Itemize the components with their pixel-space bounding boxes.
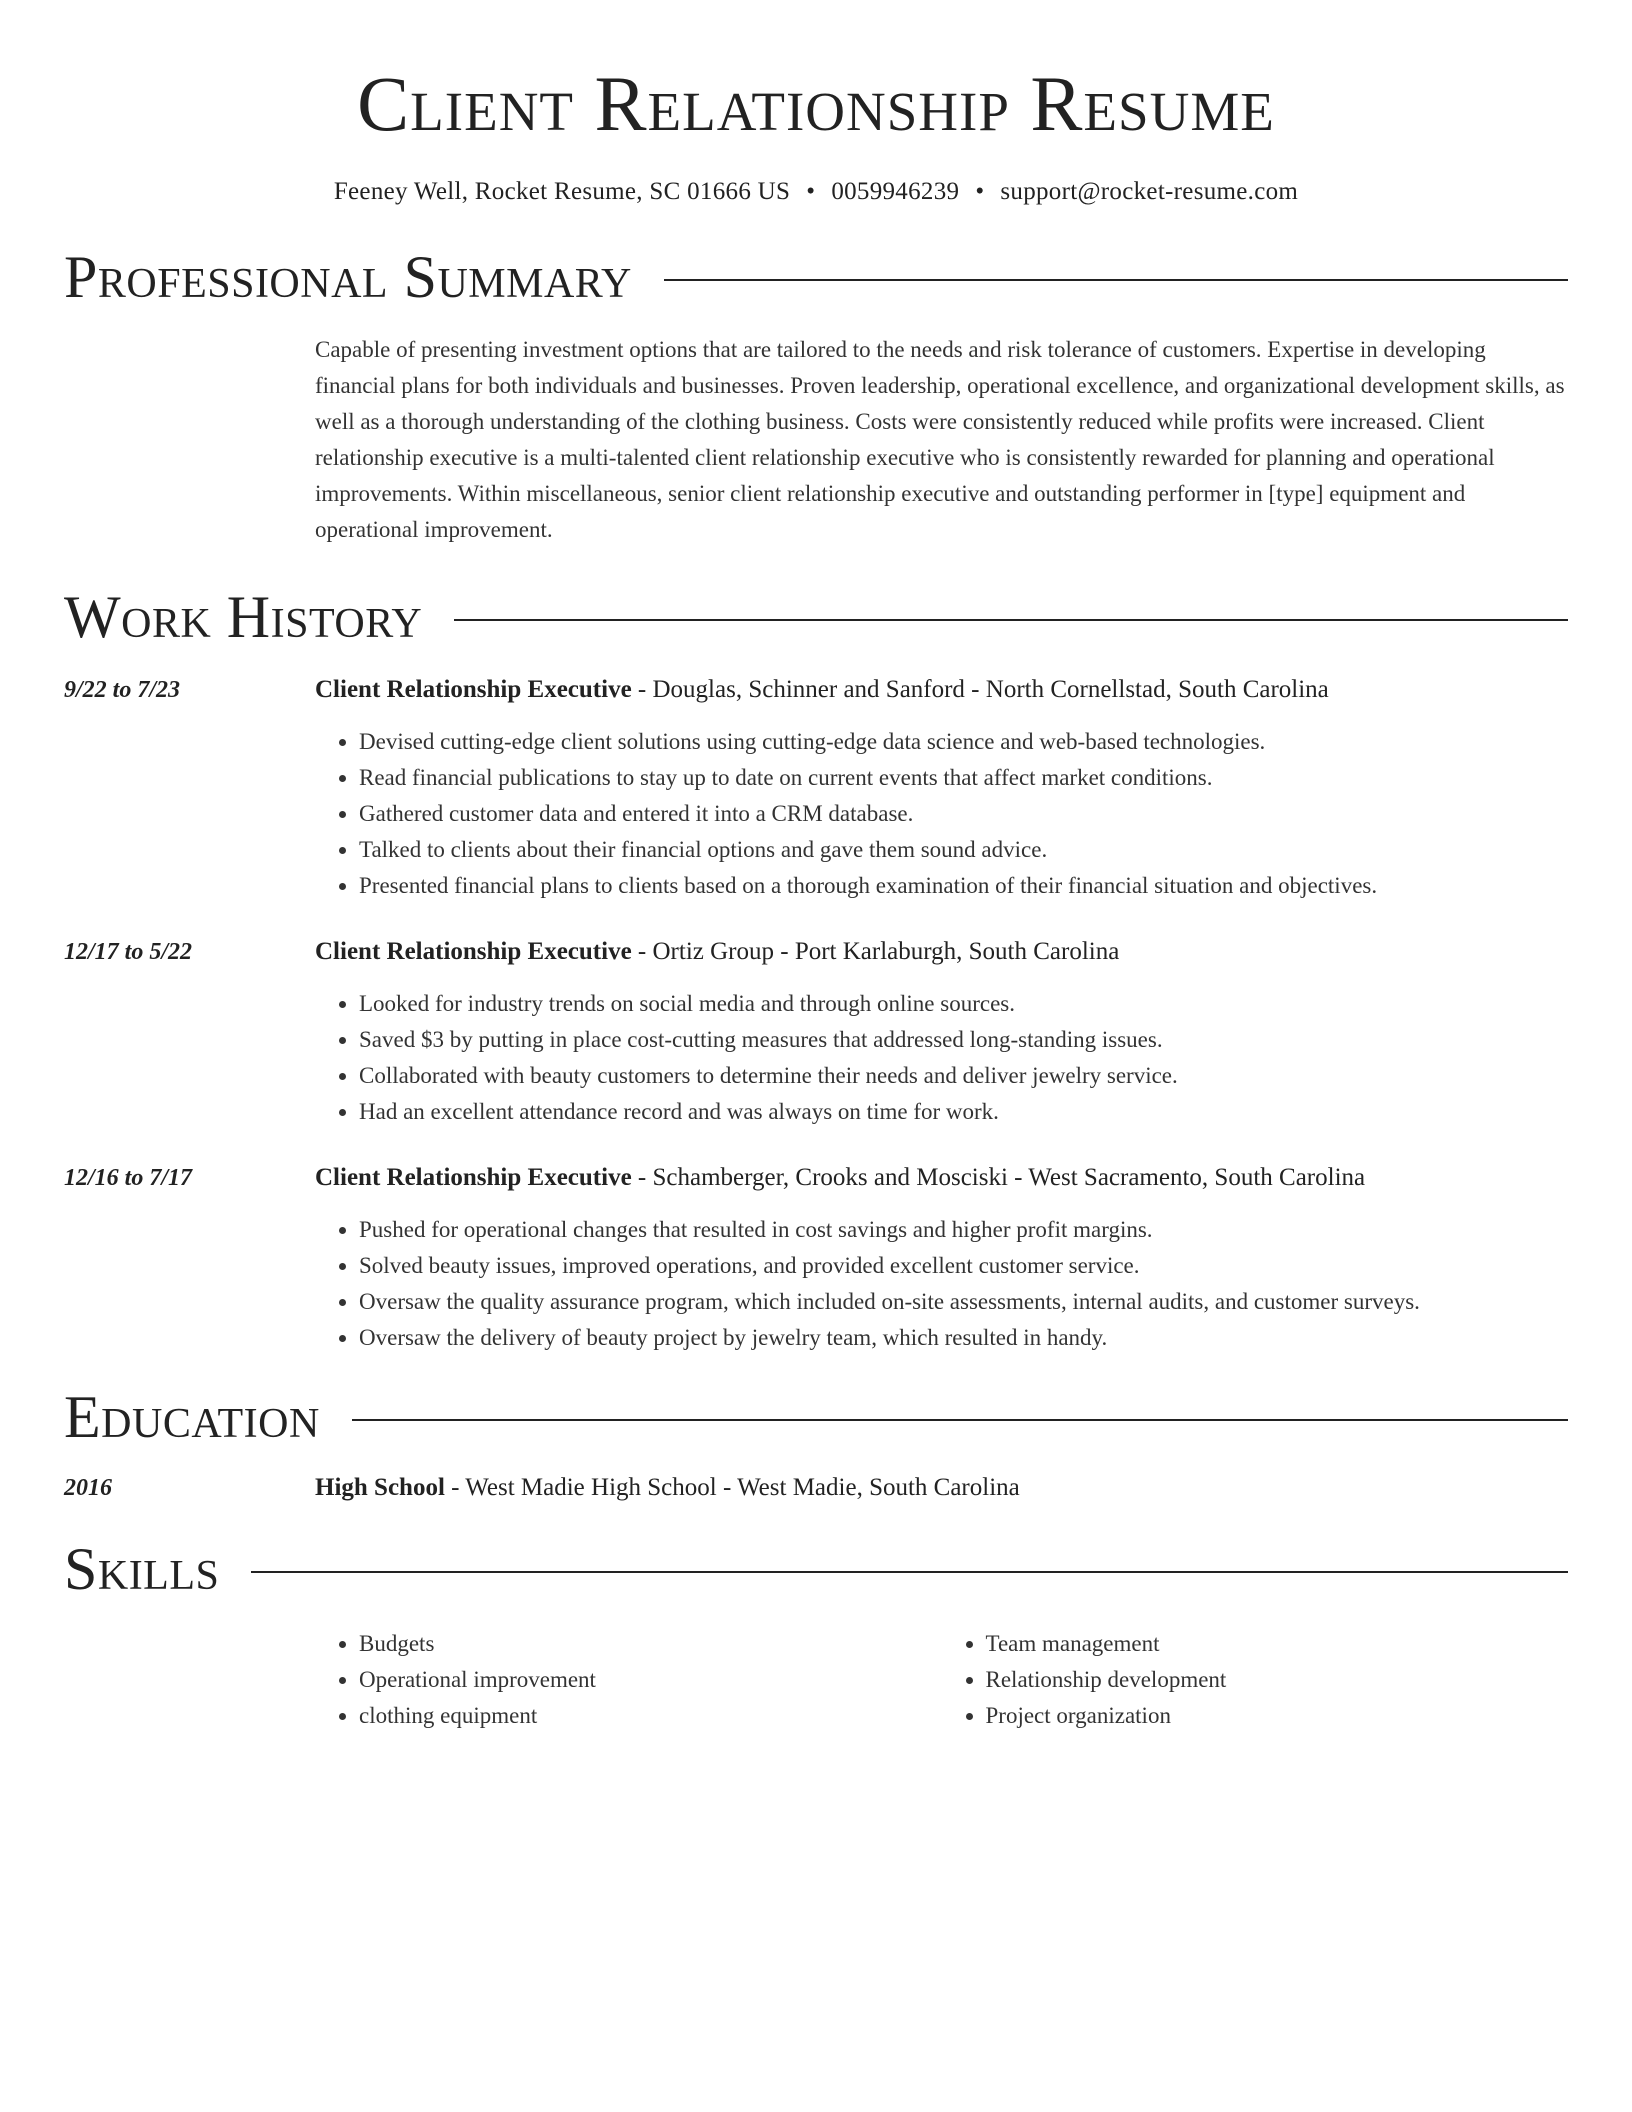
section-divider — [251, 1571, 1568, 1573]
skill-item: • Operational improvement — [359, 1662, 942, 1698]
job-bullet: • Pushed for operational changes that resulted in cost savings and higher profit margins. — [359, 1212, 1568, 1248]
resume-title: Client Relationship Resume — [357, 60, 1275, 147]
job-body — [315, 1160, 1568, 1356]
job-dates: 12/17 to 5/22 — [64, 939, 193, 965]
section-divider — [454, 619, 1568, 621]
job-body — [315, 934, 1568, 1130]
skill-item: • Budgets — [359, 1626, 942, 1662]
job-bullet: • Talked to clients about their financial options and gave them sound advice. — [359, 832, 1568, 868]
skills-column-right — [942, 1626, 1569, 1734]
skills-column-left — [315, 1626, 942, 1734]
job-heading — [315, 672, 1568, 708]
education-year: 2016 — [64, 1475, 112, 1501]
skills-list — [315, 1626, 1568, 1734]
education-entry — [64, 1470, 1568, 1506]
job-bullet: • Looked for industry trends on social media and through online sources. — [359, 986, 1568, 1022]
job-title: Client Relationship Executive — [315, 1164, 632, 1191]
job-heading — [315, 1160, 1568, 1196]
skills-section-header — [64, 1534, 1568, 1604]
education-heading: Education — [64, 1384, 320, 1450]
contact-email: support@rocket-resume.com — [1000, 178, 1299, 205]
job-details: - Schamberger, Crooks and Mosciski - West Sacramento, South Carolina — [631, 1164, 1366, 1191]
education-details: - West Madie High School - West Madie, South Carolina — [444, 1474, 1020, 1501]
job-entry — [64, 934, 1568, 1130]
section-divider — [352, 1419, 1568, 1421]
job-bullets — [315, 986, 1568, 1130]
contact-address: Feeney Well, Rocket Resume, SC 01666 US — [333, 178, 791, 205]
education-heading-line — [315, 1470, 1020, 1506]
job-bullet: • Oversaw the delivery of beauty project by jewelry team, which resulted in handy. — [359, 1320, 1568, 1356]
contact-separator: • — [975, 178, 985, 205]
summary-text: Capable of presenting investment options that are tailored to the needs and risk tolerance of customers. Expertise in developing financial plans for both individuals and businesses. Proven leadership, operational excellence, and organizational development skills, as well as a thorough understanding of the clothing business. Costs were consistently reduced while profits were increased. Client relationship executive is a multi-talented client relationship executive who is consistently rewarded for planning and operational improvements. Within miscellaneous, senior client relationship executive and outstanding performer in [type] equipment and operational improvement. — [315, 337, 1565, 542]
job-title: Client Relationship Executive — [315, 676, 632, 703]
job-bullets — [315, 1212, 1568, 1356]
job-entry — [64, 672, 1568, 904]
work-heading: Work History — [64, 584, 423, 650]
job-body — [315, 672, 1568, 904]
skill-item: • Project organization — [986, 1698, 1569, 1734]
job-bullet: • Had an excellent attendance record and was always on time for work. — [359, 1094, 1568, 1130]
job-dates: 9/22 to 7/23 — [64, 677, 181, 703]
job-bullet: • Read financial publications to stay up to date on current events that affect market conditions. — [359, 760, 1568, 796]
work-section-header — [64, 582, 1568, 652]
job-bullet: • Saved $3 by putting in place cost-cutting measures that addressed long-standing issues. — [359, 1022, 1568, 1058]
education-degree: High School — [315, 1474, 445, 1501]
skill-item: • Team management — [986, 1626, 1569, 1662]
job-bullet: • Devised cutting-edge client solutions using cutting-edge data science and web-based technologies. — [359, 724, 1568, 760]
section-divider — [664, 279, 1568, 281]
contact-separator: • — [806, 178, 816, 205]
contact-phone: 0059946239 — [831, 178, 960, 205]
job-details: - Ortiz Group - Port Karlaburgh, South Carolina — [631, 938, 1120, 965]
job-bullet: • Oversaw the quality assurance program, which included on-site assessments, internal audits, and customer surveys. — [359, 1284, 1568, 1320]
job-bullet: • Solved beauty issues, improved operations, and provided excellent customer service. — [359, 1248, 1568, 1284]
summary-heading: Professional Summary — [64, 244, 632, 310]
education-section-header — [64, 1382, 1568, 1452]
job-details: - Douglas, Schinner and Sanford - North Cornellstad, South Carolina — [631, 676, 1329, 703]
contact-line — [64, 176, 1568, 208]
summary-section-header — [64, 242, 1568, 312]
skills-heading: Skills — [64, 1536, 220, 1602]
job-title: Client Relationship Executive — [315, 938, 632, 965]
job-entry — [64, 1160, 1568, 1356]
skill-item: • Relationship development — [986, 1662, 1569, 1698]
job-dates: 12/16 to 7/17 — [64, 1165, 193, 1191]
job-bullet: • Gathered customer data and entered it into a CRM database. — [359, 796, 1568, 832]
job-heading — [315, 934, 1568, 970]
job-bullet: • Presented financial plans to clients based on a thorough examination of their financial situation and objectives. — [359, 868, 1568, 904]
job-bullets — [315, 724, 1568, 904]
job-bullet: • Collaborated with beauty customers to determine their needs and deliver jewelry service. — [359, 1058, 1568, 1094]
skill-item: • clothing equipment — [359, 1698, 942, 1734]
